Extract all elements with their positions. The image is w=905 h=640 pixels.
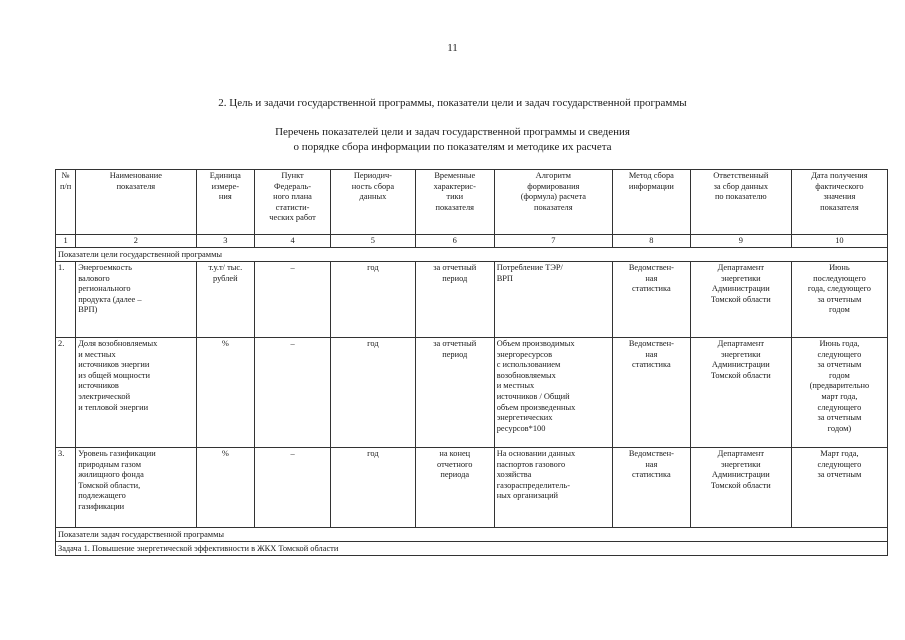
cell-time	[415, 448, 494, 528]
cell-name	[76, 338, 196, 448]
cell-line: Администрации	[711, 360, 770, 370]
cell-unit	[196, 262, 255, 338]
cell-line: и местных	[78, 349, 116, 359]
cell-line: регионального	[78, 284, 131, 294]
cell-periodicity: год	[330, 338, 415, 448]
header-line: Пункт	[281, 171, 304, 180]
cell-line: Июнь	[829, 263, 850, 272]
cell-line: %	[221, 339, 229, 348]
header-line: измере-	[211, 181, 239, 191]
column-number: 1	[56, 235, 76, 248]
page-number: 11	[447, 42, 458, 54]
header-line: тики	[446, 192, 464, 202]
cell-line: хозяйства	[496, 470, 532, 480]
cell-line: газораспределитель-	[496, 480, 570, 490]
header-line: ность сбора	[351, 181, 395, 191]
cell-line: отчетного	[437, 459, 473, 469]
cell-line: периода	[440, 470, 470, 480]
cell-line: Департамент	[717, 449, 765, 458]
cell-line: годом)	[827, 423, 852, 433]
cell-line: рублей	[213, 273, 238, 283]
section-goal-row	[56, 248, 888, 262]
cell-line: Июнь года,	[819, 339, 860, 348]
header-line: статисти-	[275, 202, 310, 212]
cell-time	[415, 262, 494, 338]
header-col-method	[612, 170, 690, 235]
section-tasks-label: Показатели задач государственной программы	[56, 528, 888, 542]
cell-line: за отчетный	[433, 339, 477, 348]
cell-line: за отчетным	[817, 413, 862, 423]
cell-line: следующего	[817, 402, 862, 412]
cell-date	[791, 262, 887, 338]
cell-line: статистика	[632, 284, 671, 294]
header-line: показателя	[435, 202, 475, 212]
cell-time	[415, 338, 494, 448]
cell-line: ВРП)	[78, 305, 98, 315]
cell-date	[791, 448, 887, 528]
header-line: Алгоритм	[535, 171, 571, 180]
table-row	[56, 338, 888, 448]
cell-line: ная	[645, 273, 658, 283]
cell-line: на конец	[439, 449, 471, 458]
header-line: показателя	[116, 181, 156, 191]
cell-algorithm	[494, 448, 612, 528]
header-col-periodicity	[330, 170, 415, 235]
cell-line: электрической	[78, 391, 131, 401]
cell-periodicity: год	[330, 448, 415, 528]
header-line: Ответственный	[713, 171, 769, 180]
cell-line: статистика	[632, 470, 671, 480]
column-number: 9	[690, 235, 791, 248]
header-col-responsible	[690, 170, 791, 235]
cell-line: На основании данных	[496, 449, 576, 458]
header-line: Периодич-	[353, 171, 392, 180]
cell-federal-plan: –	[255, 448, 331, 528]
cell-line: газификации	[78, 501, 125, 511]
task-1-label: Задача 1. Повышение энергетической эффективности в ЖКХ Томской области	[56, 542, 888, 556]
subtitle-line-1: Перечень показателей цели и задач государственной программы и сведения	[275, 126, 630, 138]
column-number: 10	[791, 235, 887, 248]
cell-line: Департамент	[717, 339, 765, 348]
cell-federal-plan: –	[255, 338, 331, 448]
cell-line: Томской области	[710, 480, 771, 490]
header-line: по показателю	[714, 192, 767, 202]
header-line: данных	[359, 192, 387, 202]
header-line: ния	[218, 192, 232, 202]
cell-line: Потребление ТЭР/	[496, 263, 563, 272]
cell-responsible	[690, 262, 791, 338]
cell-num: 1.	[56, 262, 76, 338]
header-line: значения	[823, 192, 856, 202]
cell-line: с использованием	[496, 360, 561, 370]
header-line: фактического	[815, 181, 864, 191]
section-heading: 2. Цель и задачи государственной программы, показатели цели и задач государственной программы	[218, 97, 687, 109]
header-col-algorithm	[494, 170, 612, 235]
cell-line: Администрации	[711, 470, 770, 480]
cell-line: Уровень газификации	[78, 449, 156, 458]
header-col-num	[56, 170, 76, 235]
cell-name	[76, 448, 196, 528]
cell-line: ная	[645, 459, 658, 469]
header-col-name	[76, 170, 196, 235]
header-line: формирования	[527, 181, 580, 191]
section-tasks-row	[56, 528, 888, 542]
cell-line: годом	[829, 305, 850, 315]
cell-line: за отчетным	[817, 360, 862, 370]
cell-unit	[196, 448, 255, 528]
cell-responsible	[690, 338, 791, 448]
cell-line: за отчетным	[817, 294, 862, 304]
cell-line: возобновляемых	[496, 370, 556, 380]
column-numbers-row	[56, 235, 888, 248]
cell-num: 3.	[56, 448, 76, 528]
header-line: Дата получения	[811, 171, 868, 180]
header-line: Метод сбора	[628, 171, 674, 180]
header-line: ного плана	[273, 192, 312, 202]
table-header-row	[56, 170, 888, 235]
cell-line: природным газом	[78, 459, 141, 469]
cell-line: Администрации	[711, 284, 770, 294]
column-number: 7	[494, 235, 612, 248]
cell-line: ВРП	[496, 273, 513, 283]
cell-line: жилищного фонда	[78, 470, 144, 480]
header-line: Федераль-	[274, 181, 312, 191]
cell-line: продукта (далее –	[78, 294, 142, 304]
cell-line: за отчетным	[817, 470, 862, 480]
cell-line: следующего	[817, 459, 862, 469]
cell-line: Ведомствен-	[628, 263, 674, 272]
cell-line: ресурсов*100	[496, 423, 546, 433]
subtitle-line-2: о порядке сбора информации по показателям и методике их расчета	[293, 141, 612, 153]
cell-federal-plan: –	[255, 262, 331, 338]
cell-periodicity: год	[330, 262, 415, 338]
cell-line: Томской области,	[78, 480, 141, 490]
column-number: 2	[76, 235, 196, 248]
header-line: показателя	[534, 202, 573, 212]
cell-algorithm	[494, 338, 612, 448]
cell-line: валового	[78, 273, 110, 283]
cell-line: статистика	[632, 360, 671, 370]
cell-num: 2.	[56, 338, 76, 448]
header-line: показателя	[820, 202, 859, 212]
cell-unit	[196, 338, 255, 448]
cell-line: источников энергии	[78, 360, 150, 370]
section-goal-label: Показатели цели государственной программы	[56, 248, 888, 262]
indicators-table	[55, 169, 888, 556]
cell-line: из общей мощности	[78, 370, 150, 380]
cell-method	[612, 262, 690, 338]
cell-line: ная	[645, 349, 658, 359]
column-number: 4	[255, 235, 331, 248]
header-line: характерис-	[433, 181, 476, 191]
cell-line: энергетических	[496, 413, 553, 423]
column-number: 3	[196, 235, 255, 248]
cell-method	[612, 338, 690, 448]
cell-line: Март года,	[820, 449, 859, 458]
cell-line: подлежащего	[78, 491, 126, 501]
cell-line: за отчетный	[433, 263, 477, 272]
column-number: 6	[415, 235, 494, 248]
cell-line: источников / Общий	[496, 391, 570, 401]
task-1-row	[56, 542, 888, 556]
header-col-unit	[196, 170, 255, 235]
cell-algorithm	[494, 262, 612, 338]
header-col-date	[791, 170, 887, 235]
header-line: информации	[628, 181, 674, 191]
cell-line: объем произведенных	[496, 402, 576, 412]
cell-line: Объем производимых	[496, 339, 575, 348]
header-line: №	[61, 171, 70, 180]
cell-line: энергоресурсов	[496, 349, 553, 359]
header-line: ческих работ	[269, 213, 316, 223]
cell-line: паспортов газового	[496, 459, 566, 469]
cell-line: (предварительно	[809, 381, 870, 391]
cell-line: март года,	[821, 391, 858, 401]
cell-name	[76, 262, 196, 338]
column-number: 5	[330, 235, 415, 248]
header-line: Временные	[434, 171, 476, 180]
cell-line: период	[442, 273, 468, 283]
cell-line: период	[442, 349, 468, 359]
cell-line: энергетики	[720, 273, 761, 283]
table-row	[56, 448, 888, 528]
cell-line: годом	[829, 370, 850, 380]
cell-line: и местных	[496, 381, 535, 391]
cell-line: Ведомствен-	[628, 449, 674, 458]
cell-line: Энергоемкость	[78, 263, 132, 272]
cell-line: года, следующего	[807, 284, 871, 294]
header-line: Единица	[209, 171, 241, 180]
cell-line: энергетики	[720, 459, 761, 469]
cell-line: т.у.т/ тыс.	[208, 263, 243, 272]
cell-line: следующего	[817, 349, 862, 359]
table-subtitle	[0, 125, 905, 155]
header-col-time	[415, 170, 494, 235]
cell-date	[791, 338, 887, 448]
header-line: за сбор данных	[713, 181, 769, 191]
cell-line: источников	[78, 381, 119, 391]
cell-line: Доля возобновляемых	[78, 339, 158, 348]
header-col-federal-plan	[255, 170, 331, 235]
cell-line: энергетики	[720, 349, 761, 359]
cell-line: последующего	[813, 273, 866, 283]
header-line: (формула) расчета	[520, 192, 586, 202]
table-row	[56, 262, 888, 338]
cell-line: Ведомствен-	[628, 339, 674, 348]
cell-line: ных организаций	[496, 491, 559, 501]
cell-line: Томской области	[710, 370, 771, 380]
cell-line: %	[221, 449, 229, 458]
column-number: 8	[612, 235, 690, 248]
cell-line: и тепловой энергии	[78, 402, 149, 412]
header-line: п/п	[59, 181, 72, 191]
cell-line: Департамент	[717, 263, 765, 272]
header-line: Наименование	[109, 171, 162, 180]
cell-responsible	[690, 448, 791, 528]
cell-method	[612, 448, 690, 528]
cell-line: Томской области	[710, 294, 771, 304]
